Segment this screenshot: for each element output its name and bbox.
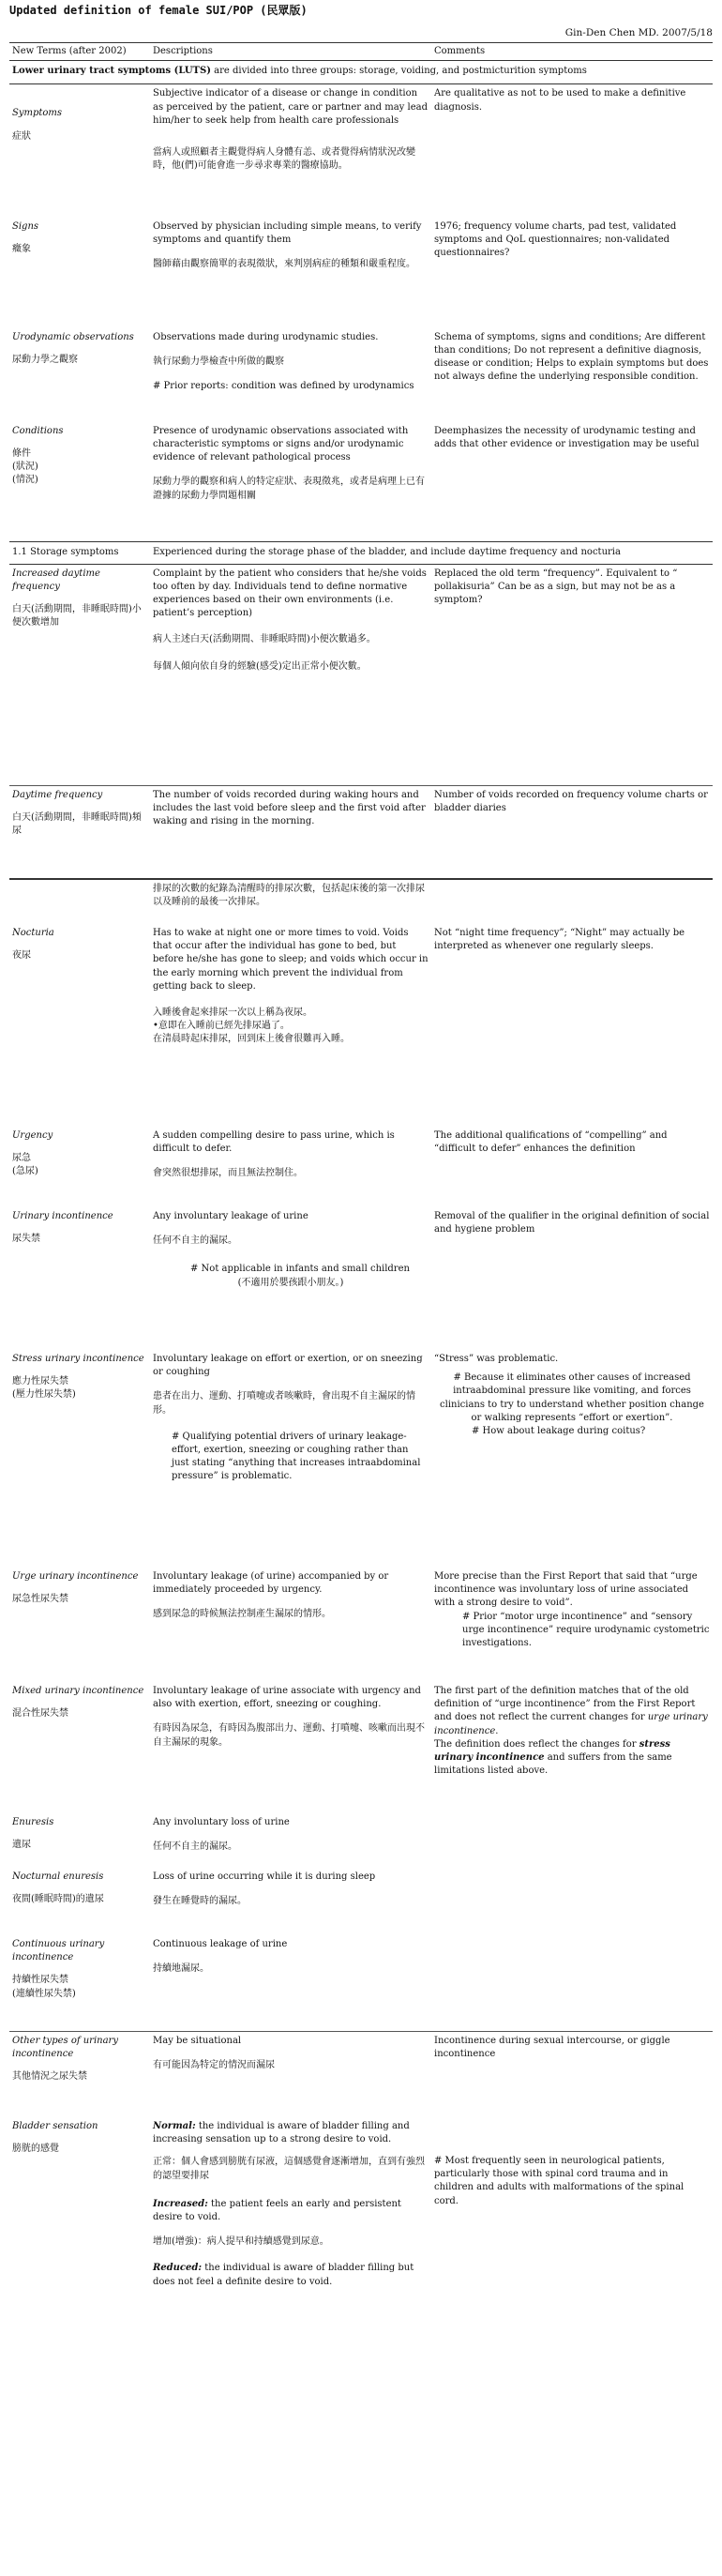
term-zh: 尿失禁 bbox=[12, 1234, 40, 1245]
term-en: Urodynamic observations bbox=[12, 331, 134, 342]
desc-en: Presence of urodynamic observations associated with characteristic symptoms or signs and/or urodynamic evidence of relevant pathological process bbox=[153, 425, 409, 463]
header-descriptions: Descriptions bbox=[150, 43, 431, 61]
comment: Schema of symptoms, signs and conditions; Are different than conditions; Do not represent a definitive diagnosis, disease or condition; Helps to explain symptoms but does not always define the underlying responsible condition. bbox=[434, 331, 709, 383]
table-row: Mixed urinary incontinence 混合性尿失禁 Involuntary leakage of urine associate with urgency and also with exertion, effort, sneezing or coughing. 有時因為尿急，有時因為腹部出力、運動、打噴嚏、咳嗽而出現不自主漏尿的現象。 The first part of the definition matches that of the old definition of “urge incontinence” from the First Report and does not reflect the current changes for urge urinary incontinence. The definition does reflect the changes for stress urinary incontinence and suffers from the same limitations listed above. bbox=[12, 1686, 708, 1777]
term-en: Nocturia bbox=[12, 928, 54, 939]
term-zh: 夜間(睡眠時間)的遺尿 bbox=[12, 1894, 104, 1905]
term-en: Enuresis bbox=[12, 1817, 54, 1828]
comment: Are qualitative as not to be used to make a definitive diagnosis. bbox=[434, 88, 686, 113]
table-row bbox=[9, 1568, 713, 1682]
definitions-table bbox=[9, 42, 713, 2295]
term-zh: 條件 (狀況) (情況) bbox=[12, 448, 38, 486]
term-zh: 混合性尿失禁 bbox=[12, 1708, 68, 1720]
term-zh: 尿急性尿失禁 bbox=[12, 1594, 68, 1605]
term-en: Daytime frequency bbox=[12, 789, 103, 800]
desc-en: Loss of urine occurring while it is during sleep bbox=[153, 1871, 376, 1883]
term-zh: 症狀 bbox=[12, 130, 31, 142]
document-page bbox=[9, 0, 713, 2295]
term-zh: 其他情況之尿失禁 bbox=[12, 2070, 87, 2082]
desc-zh: 患者在出力、運動、打噴嚏或者咳嗽時，會出現不自主漏尿的情形。 bbox=[153, 1391, 415, 1416]
term-zh: 膀胱的感覺 bbox=[12, 2144, 59, 2155]
comment: # Because it eliminates other causes of increased intraabdominal pressure like vomiting, and forces clinicians to try to understand whether position change or walking represents “effort or exertion”. bbox=[440, 1372, 704, 1423]
desc-en: Any involuntary leakage of urine bbox=[153, 1211, 308, 1222]
term-zh: 遺尿 bbox=[12, 1840, 31, 1851]
desc-zh: 在清晨時起床排尿，回到床上後會很難再入睡。 bbox=[153, 1034, 350, 1045]
comment: Not “night time frequency”; “Night” may actually be interpreted as whenever one regularly sleeps. bbox=[434, 928, 685, 952]
desc-zh: 持續地漏尿。 bbox=[153, 1963, 209, 1975]
comment: Incontinence during sexual intercourse, or giggle incontinence bbox=[431, 2031, 713, 2117]
sensation-reduced-label: Reduced: bbox=[153, 2263, 203, 2274]
term-en: Increased daytime frequency bbox=[12, 568, 100, 592]
term-zh: 白天(活動期間，非睡眠時間)小便次數增加 bbox=[12, 603, 142, 629]
term-zh: 白天(活動期間，非睡眠時間)頻尿 bbox=[12, 811, 142, 836]
header-new-terms: New Terms (after 2002) bbox=[9, 43, 150, 61]
desc-en: Observations made during urodynamic studies. bbox=[153, 331, 379, 342]
desc-zh: 排尿的次數的紀錄為清醒時的排尿次數，包括起床後的第一次排尿以及睡前的最後一次排尿。 bbox=[150, 879, 431, 924]
table-row bbox=[9, 1813, 713, 1868]
desc-zh: 醫師藉由觀察簡單的表現徵狀，來判別病症的種類和嚴重程度。 bbox=[153, 259, 415, 270]
table-row bbox=[9, 2031, 713, 2117]
section-label: 1.1 Storage symptoms bbox=[9, 542, 150, 564]
table-row bbox=[9, 422, 713, 542]
desc-en: the patient feels an early and persistent desire to void. bbox=[153, 2198, 401, 2222]
table-row bbox=[9, 1207, 713, 1350]
luts-bold: Lower urinary tract symptoms (LUTS) bbox=[12, 66, 211, 77]
table-row bbox=[9, 1127, 713, 1207]
term-en: Mixed urinary incontinence bbox=[12, 1686, 144, 1697]
term-zh: 癥象 bbox=[12, 244, 31, 255]
desc-zh: 入睡後會起來排尿一次以上稱為夜尿。 bbox=[153, 1008, 312, 1018]
desc-en: the individual is aware of bladder filling but does not feel a definite desire to void. bbox=[153, 2263, 414, 2287]
table-row bbox=[9, 564, 713, 785]
desc-note-zh: (不適用於嬰孩跟小朋友。) bbox=[237, 1277, 344, 1288]
table-row bbox=[9, 1350, 713, 1568]
term-zh: 應力性尿失禁 (壓力性尿失禁) bbox=[12, 1376, 76, 1401]
table-header bbox=[9, 43, 713, 61]
section-desc: Experienced during the storage phase of the bladder, and include daytime frequency and nocturia bbox=[150, 542, 713, 564]
desc-zh: 發生在睡覺時的漏尿。 bbox=[153, 1896, 247, 1907]
desc-en: the individual is aware of bladder filling and increasing sensation up to a strong desire to void. bbox=[153, 2121, 410, 2145]
comment: The definition does reflect the changes for bbox=[434, 1738, 639, 1750]
table-row bbox=[9, 1935, 713, 2031]
desc-en: The number of voids recorded during waking hours and includes the last void before sleep and the first void after waking and rising in the morning. bbox=[153, 789, 426, 826]
term-en: Urge urinary incontinence bbox=[12, 1571, 139, 1583]
luts-row bbox=[9, 61, 713, 84]
comment: “Stress” was problematic. bbox=[434, 1354, 559, 1365]
desc-zh: 有時因為尿急，有時因為腹部出力、運動、打噴嚏、咳嗽而出現不自主漏尿的現象。 bbox=[153, 1723, 425, 1748]
desc-en: Subjective indicator of a disease or change in condition as perceived by the patient, care or partner and may lead him/her to seek help from health care professionals bbox=[153, 88, 428, 126]
term-zh: 持續性尿失禁 (連續性尿失禁) bbox=[12, 1975, 76, 1999]
term-zh: 夜尿 bbox=[12, 950, 31, 962]
term-en: Continuous urinary incontinence bbox=[12, 1939, 105, 1963]
desc-en: Involuntary leakage of urine associate with urgency and also with exertion, effort, sneezing or coughing. bbox=[153, 1686, 421, 1710]
desc-zh: 增加(增強)：病人提早和持續感覺到尿意。 bbox=[153, 2236, 329, 2248]
desc-en: Continuous leakage of urine bbox=[153, 1939, 288, 1950]
term-en: Conditions bbox=[12, 425, 64, 436]
table-row bbox=[9, 328, 713, 422]
section-storage-header bbox=[9, 542, 713, 564]
table-row bbox=[9, 879, 713, 924]
desc-en: Any involuntary loss of urine bbox=[153, 1817, 290, 1828]
desc-zh: 尿動力學的觀察和病人的特定症狀、表現徵兆，或者是病理上已有證據的尿動力學問題相關 bbox=[153, 477, 425, 501]
desc-zh: 正常：個人會感到膀胱有尿液，這個感覺會逐漸增加，直到有強烈的認望要排尿 bbox=[153, 2157, 425, 2181]
sensation-increased-label: Increased: bbox=[153, 2198, 208, 2209]
desc-en: Observed by physician including simple means, to verify symptoms and quantify them bbox=[153, 220, 422, 246]
desc-zh: 感到尿急的時候無法控制產生漏尿的情形。 bbox=[153, 1609, 331, 1620]
desc-en: Complaint by the patient who considers that he/she voids too often by day. Individuals tend to define normative experiences based on their own environments (i.e. patient’s perception) bbox=[153, 568, 427, 619]
desc-zh: •意即在入睡前已經先排尿過了。 bbox=[153, 1021, 290, 1032]
desc-note: # Prior reports: condition was defined by urodynamics bbox=[153, 381, 414, 392]
desc-zh: 每個人傾向依自身的經驗(感受)定出正常小便次數。 bbox=[153, 660, 367, 672]
document-title: Updated definition of female SUI/POP (民眾版) bbox=[9, 4, 308, 17]
comment: Deemphasizes the necessity of urodynamic testing and adds that other evidence or investigation may be useful bbox=[434, 425, 699, 450]
desc-en: Involuntary leakage (of urine) accompanied by or immediately proceeded by urgency. bbox=[153, 1571, 389, 1596]
table-row bbox=[9, 785, 713, 879]
comment: The additional qualifications of “compelling” and “difficult to defer” enhances the definition bbox=[434, 1130, 668, 1155]
term-en: Urgency bbox=[12, 1130, 53, 1142]
term-en: Nocturnal enuresis bbox=[12, 1871, 104, 1883]
comment: # Most frequently seen in neurological patients, particularly those with spinal cord trauma and in children and adults with malformations of the spinal cord. bbox=[434, 2156, 684, 2206]
desc-zh: 病人主述白天(活動期間、非睡眠時間)小便次數過多。 bbox=[153, 634, 376, 645]
desc-zh: 會突然很想排尿，而且無法控制住。 bbox=[153, 1168, 303, 1179]
comment: # How about leakage during coitus? bbox=[472, 1426, 646, 1436]
comment-italic: urge urinary incontinence bbox=[434, 1712, 708, 1736]
comment: and suffers from the same limitations listed above. bbox=[434, 1752, 672, 1777]
term-en: Signs bbox=[12, 220, 39, 232]
comment: Removal of the qualifier in the original definition of social and hygiene problem bbox=[434, 1211, 710, 1235]
table-row bbox=[9, 84, 713, 218]
desc-zh: 任何不自主的漏尿。 bbox=[153, 1841, 237, 1853]
desc-en: Has to wake at night one or more times to void. Voids that occur after the individual has gone to bed, but before he/she has gone to sleep; and voids which occur in the early morning which prevent the individual from getting back to sleep. bbox=[153, 928, 429, 992]
term-en: Other types of urinary incontinence bbox=[12, 2035, 118, 2059]
comment: 1976; frequency volume charts, pad test, validated symptoms and QoL questionnaires; non-validated questionnaires? bbox=[434, 220, 677, 259]
desc-zh: 任何不自主的漏尿。 bbox=[153, 1235, 237, 1247]
luts-text: are divided into three groups: storage, voiding, and postmicturition symptoms bbox=[210, 66, 587, 77]
document-author: Gin-Den Chen MD. 2007/5/18 bbox=[564, 27, 713, 38]
comment: Replaced the old term “frequency”. Equivalent to “ pollakisuria” Can be as a sign, but may not be as a symptom? bbox=[434, 568, 678, 605]
comment: # Prior “motor urge incontinence” and “sensory urge incontinence” require urodynamic cystometric investigations. bbox=[462, 1611, 710, 1648]
header-comments: Comments bbox=[431, 43, 713, 61]
desc-zh: 當病人或照顧者主觀覺得病人身體有恙、或者覺得病情狀況改變時，他(們)可能會進一步尋求專業的醫療協助。 bbox=[153, 146, 415, 172]
sensation-normal-label: Normal: bbox=[153, 2121, 196, 2132]
comment: Number of voids recorded on frequency volume charts or bladder diaries bbox=[431, 785, 713, 879]
term-en: Bladder sensation bbox=[12, 2121, 98, 2132]
term-en: Stress urinary incontinence bbox=[12, 1354, 144, 1365]
term-en: Symptoms bbox=[12, 108, 63, 119]
desc-en: May be situational bbox=[153, 2035, 242, 2046]
desc-note: # Qualifying potential drivers of urinary leakage- effort, exertion, sneezing or coughing rather than just stating “anything that increases intraabdominal pressure” is problematic. bbox=[172, 1431, 421, 1482]
term-zh: 尿急 (急尿) bbox=[12, 1153, 38, 1177]
table-row bbox=[9, 924, 713, 1127]
comment: The first part of the definition matches that of the old definition of “urge incontinence” from the First Report and does not reflect the current changes for bbox=[434, 1686, 696, 1723]
term-zh: 尿動力學之觀察 bbox=[12, 355, 78, 366]
desc-en: A sudden compelling desire to pass urine, which is difficult to defer. bbox=[153, 1130, 395, 1155]
desc-en: Involuntary leakage on effort or exertion, or on sneezing or coughing bbox=[153, 1354, 423, 1378]
table-row bbox=[9, 2117, 713, 2295]
term-en: Urinary incontinence bbox=[12, 1211, 113, 1222]
comment-bold: stress urinary incontinence bbox=[434, 1738, 670, 1763]
table-row bbox=[9, 1868, 713, 1935]
desc-zh: 有可能因為特定的情況而漏尿 bbox=[153, 2059, 275, 2070]
desc-note: # Not applicable in infants and small children bbox=[190, 1264, 410, 1275]
desc-zh: 執行尿動力學檢查中所做的觀察 bbox=[153, 356, 284, 368]
table-row bbox=[9, 218, 713, 328]
comment: More precise than the First Report that said that “urge incontinence was involuntary loss of urine associated with a strong desire to void”. bbox=[434, 1571, 698, 1609]
